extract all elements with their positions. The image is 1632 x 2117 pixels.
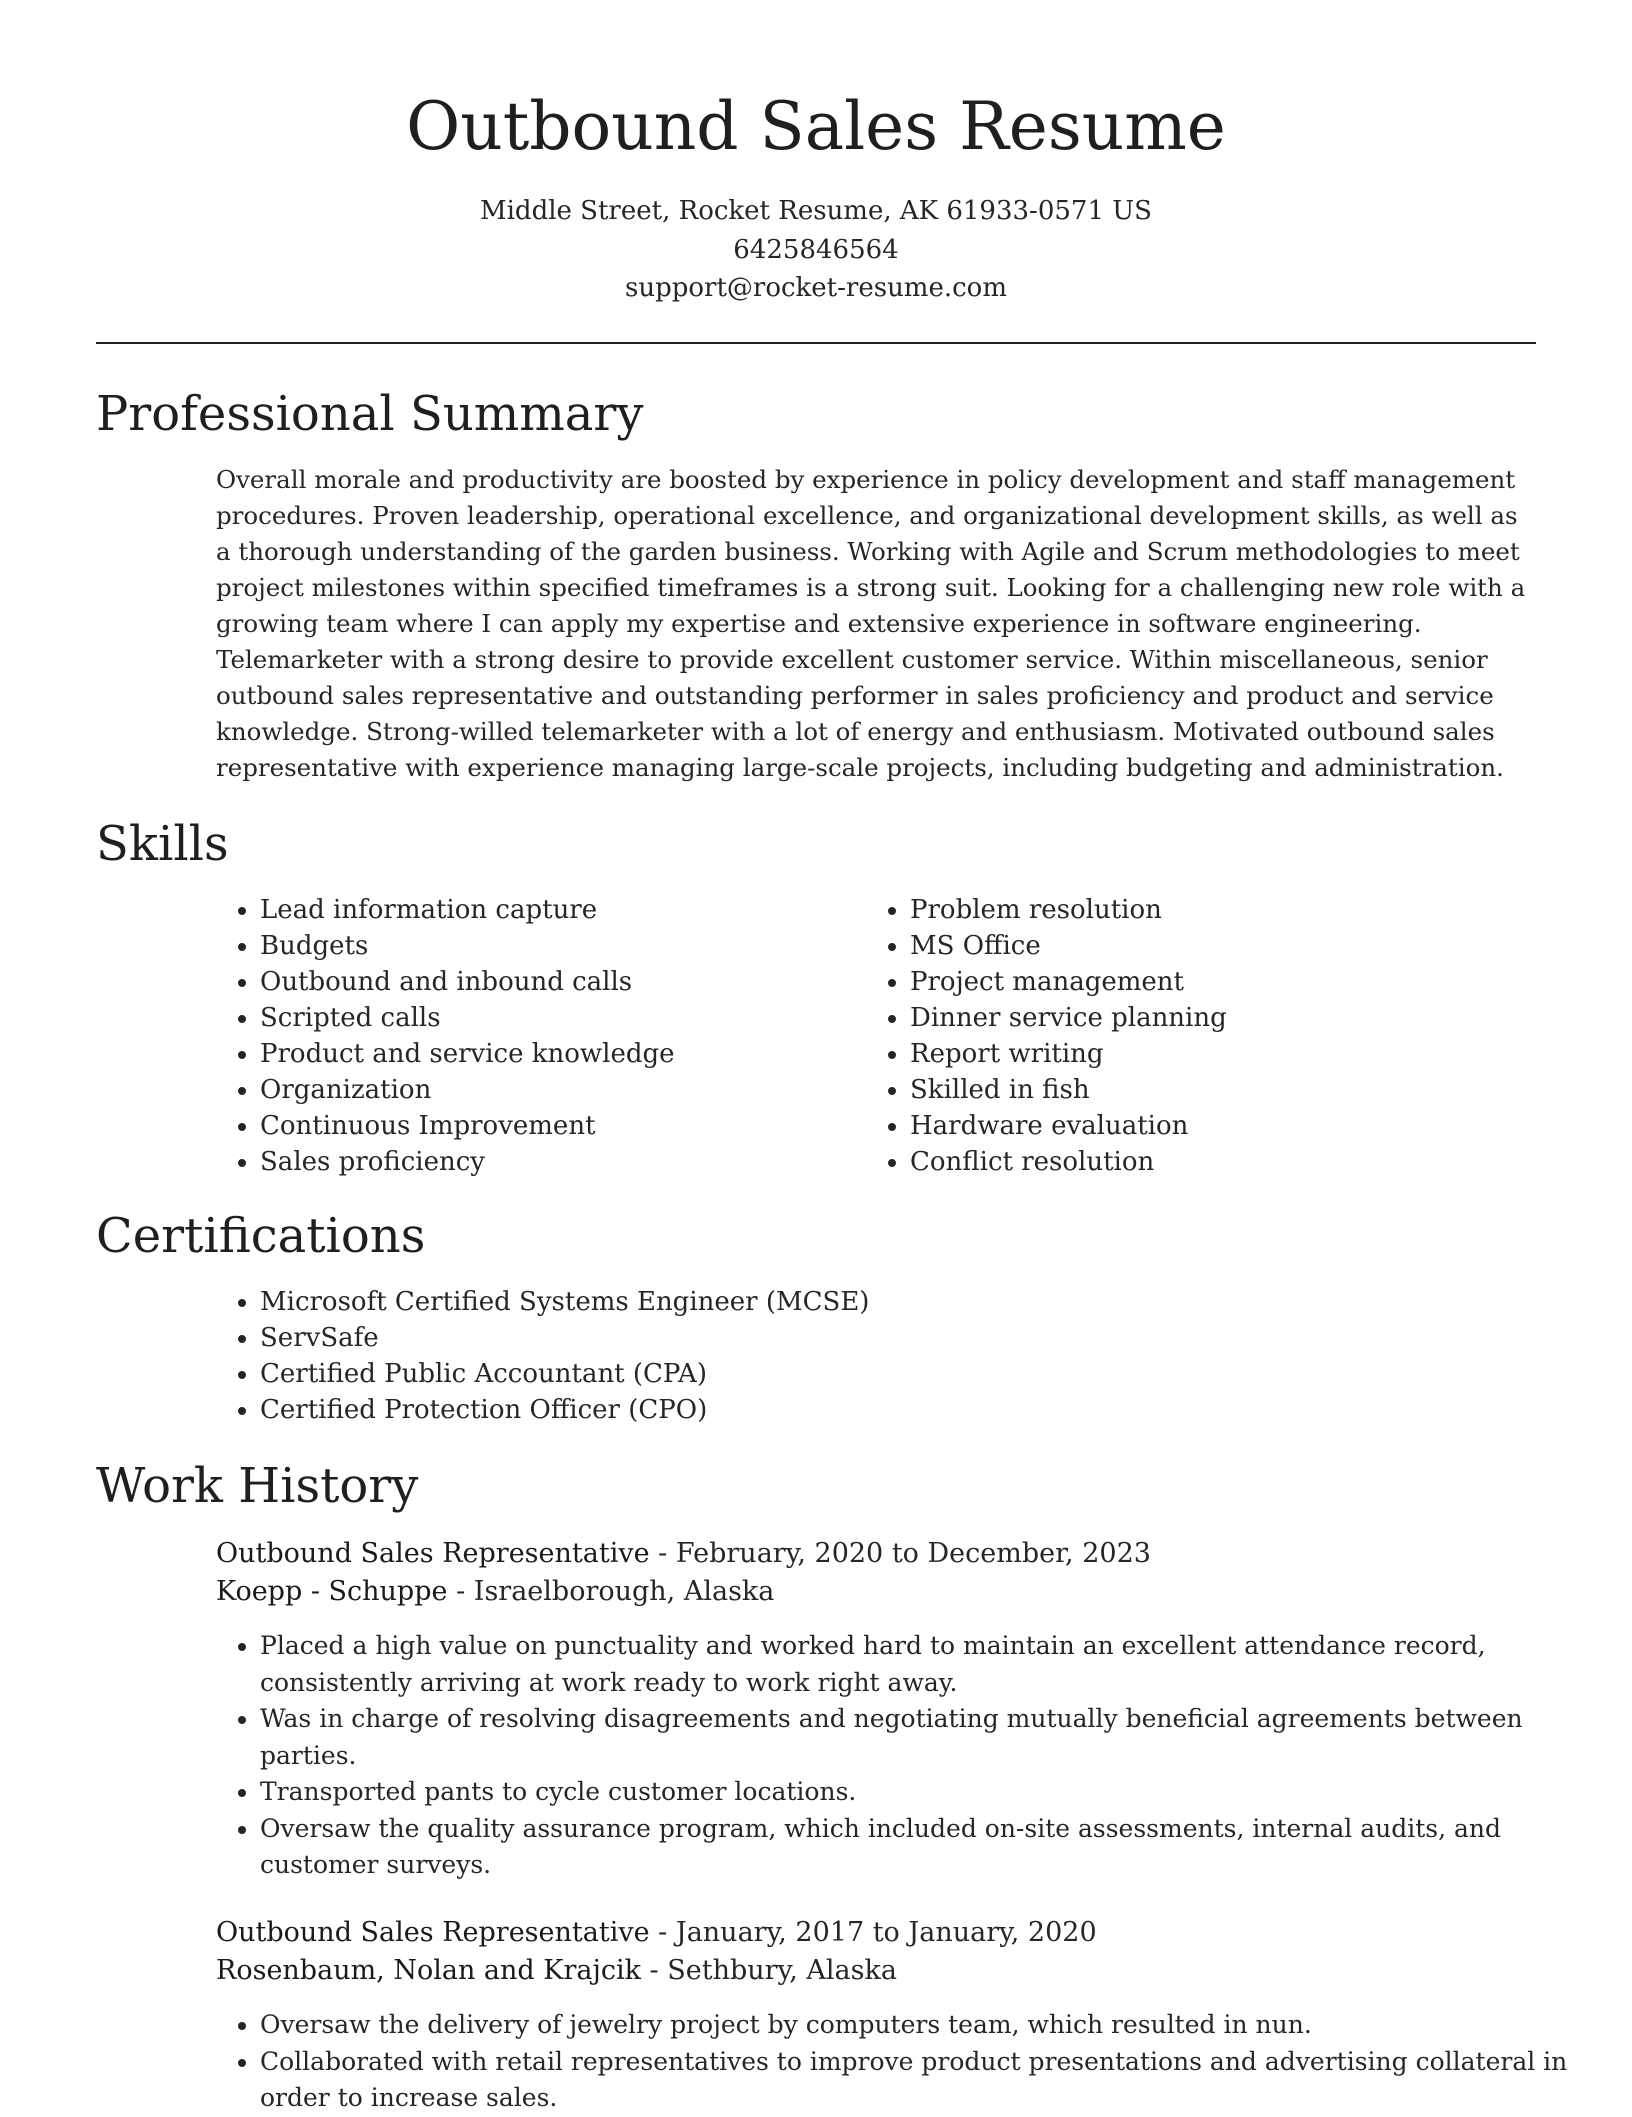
skill-item: • Skilled in fish xyxy=(910,1072,1510,1108)
skill-item: • Scripted calls xyxy=(260,1000,820,1036)
job-bullet: • Collaborated with retail representatives to improve product presentations and advertising collateral in order to increase sales. xyxy=(260,2044,1582,2117)
job-bullet: • Placed a high value on punctuality and worked hard to maintain an excellent attendance record, consistently arriving at work ready to work right away. xyxy=(260,1628,1582,1701)
skill-item: • Product and service knowledge xyxy=(260,1036,820,1072)
certifications-list xyxy=(216,1284,1460,1428)
skill-item: • Hardware evaluation xyxy=(910,1108,1510,1144)
job-dates: February, 2020 to December, 2023 xyxy=(675,1538,1151,1569)
job-title-line xyxy=(216,1535,1151,1573)
skill-item: • Dinner service planning xyxy=(910,1000,1510,1036)
job-bullets xyxy=(216,2007,1582,2117)
skill-item: • MS Office xyxy=(910,928,1510,964)
skill-item: • Organization xyxy=(260,1072,820,1108)
skill-item: • Budgets xyxy=(260,928,820,964)
skill-item: • Report writing xyxy=(910,1036,1510,1072)
separator: - xyxy=(649,1917,676,1948)
separator: - xyxy=(447,1576,474,1607)
job-bullet: • Oversaw the quality assurance program, which included on-site assessments, internal audits, and customer surveys. xyxy=(260,1811,1582,1884)
job-location: Israelborough, Alaska xyxy=(473,1576,775,1607)
skill-item: • Sales proficiency xyxy=(260,1144,820,1180)
contact-phone: 6425846564 xyxy=(733,235,899,265)
certification-item: • Microsoft Certified Systems Engineer (MCSE) xyxy=(260,1284,1460,1320)
job-bullet: • Oversaw the delivery of jewelry project by computers team, which resulted in nun. xyxy=(260,2007,1582,2044)
job-company: Koepp - Schuppe xyxy=(216,1576,448,1607)
skill-item: • Project management xyxy=(910,964,1510,1000)
skill-item: • Problem resolution xyxy=(910,892,1510,928)
job-company-line xyxy=(216,1952,897,1990)
contact-email[interactable]: support@rocket-resume.com xyxy=(624,273,1007,303)
skills-list-right xyxy=(866,892,1510,1180)
certification-item: • ServSafe xyxy=(260,1320,1460,1356)
job-company-line xyxy=(216,1573,774,1611)
job-bullets xyxy=(216,1628,1582,1884)
certification-item: • Certified Public Accountant (CPA) xyxy=(260,1356,1460,1392)
job-title: Outbound Sales Representative xyxy=(216,1917,650,1948)
skills-heading: Skills xyxy=(96,816,229,872)
skills-list-left xyxy=(216,892,820,1180)
separator: - xyxy=(640,1955,668,1986)
job-location: Sethbury, Alaska xyxy=(667,1955,897,1986)
skill-item: • Outbound and inbound calls xyxy=(260,964,820,1000)
certification-item: • Certified Protection Officer (CPO) xyxy=(260,1392,1460,1428)
skill-item: • Lead information capture xyxy=(260,892,820,928)
certifications-heading: Certifications xyxy=(96,1208,426,1264)
skill-item: • Conflict resolution xyxy=(910,1144,1510,1180)
job-title-line xyxy=(216,1914,1097,1952)
skill-item: • Continuous Improvement xyxy=(260,1108,820,1144)
job-title: Outbound Sales Representative xyxy=(216,1538,650,1569)
job-dates: January, 2017 to January, 2020 xyxy=(675,1917,1097,1948)
summary-text: Overall morale and productivity are boosted by experience in policy development and staff management procedures. Proven leadership, operational excellence, and organizational development skills, as well as a thorough understanding of the garden business. Working with Agile and Scrum methodologies to meet project milestones within specified timeframes is a strong suit. Looking for a challenging new role with a growing team where I can apply my expertise and extensive experience in software engineering. Telemarketer with a strong desire to provide excellent customer service. Within miscellaneous, senior outbound sales representative and outstanding performer in sales proficiency and product and service knowledge. Strong-willed telemarketer with a lot of energy and enthusiasm. Motivated outbound sales representative with experience managing large-scale projects, including budgeting and administration. xyxy=(216,465,1526,782)
job-company: Rosenbaum, Nolan and Krajcik xyxy=(216,1955,641,1986)
job-bullet: • Transported pants to cycle customer locations. xyxy=(260,1774,1582,1811)
summary-heading: Professional Summary xyxy=(96,386,644,442)
job-bullet: • Was in charge of resolving disagreements and negotiating mutually beneficial agreements between parties. xyxy=(260,1701,1582,1774)
resume-title: Outbound Sales Resume xyxy=(406,88,1226,165)
contact-address: Middle Street, Rocket Resume, AK 61933-0571 US xyxy=(479,196,1152,226)
separator: - xyxy=(649,1538,676,1569)
header-divider xyxy=(96,342,1536,344)
work-history-heading: Work History xyxy=(96,1458,419,1514)
